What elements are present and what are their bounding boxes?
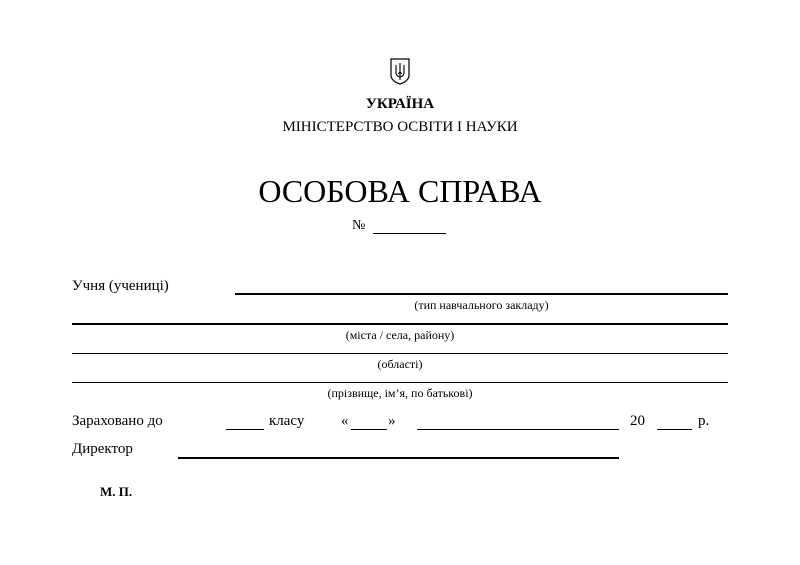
quote-close: » [388,413,396,429]
enrolled-label: Зараховано до [72,413,163,429]
city-field-line[interactable] [72,323,728,325]
day-field-line[interactable] [351,429,387,430]
country-heading: УКРАЇНА [365,96,435,112]
institution-type-field-line[interactable] [235,293,728,295]
grade-field-line[interactable] [226,429,264,430]
year-prefix: 20 [630,413,645,429]
number-label: № [352,218,366,233]
page-title: ОСОБОВА СПРАВА [258,173,542,209]
grade-label: класу [269,413,305,429]
city-caption: (міста / села, району) [345,328,455,342]
quote-open: « [341,413,349,429]
region-caption: (області) [377,357,423,371]
name-caption: (прізвище, ім’я, по батькові) [327,386,473,400]
ministry-heading: МІНІСТЕРСТВО ОСВІТИ І НАУКИ [282,119,518,135]
trident-coat-of-arms-icon [389,57,411,85]
director-signature-line[interactable] [178,457,619,459]
year-suffix: р. [698,413,710,429]
number-field-line[interactable] [373,233,446,234]
year-field-line[interactable] [657,429,692,430]
director-label: Директор [72,441,133,457]
name-field-line[interactable] [72,382,728,383]
institution-type-caption: (тип навчального закладу) [414,298,549,312]
region-field-line[interactable] [72,353,728,354]
student-label: Учня (учениці) [72,278,169,294]
stamp-label: М. П. [100,484,133,499]
month-field-line[interactable] [417,429,619,430]
